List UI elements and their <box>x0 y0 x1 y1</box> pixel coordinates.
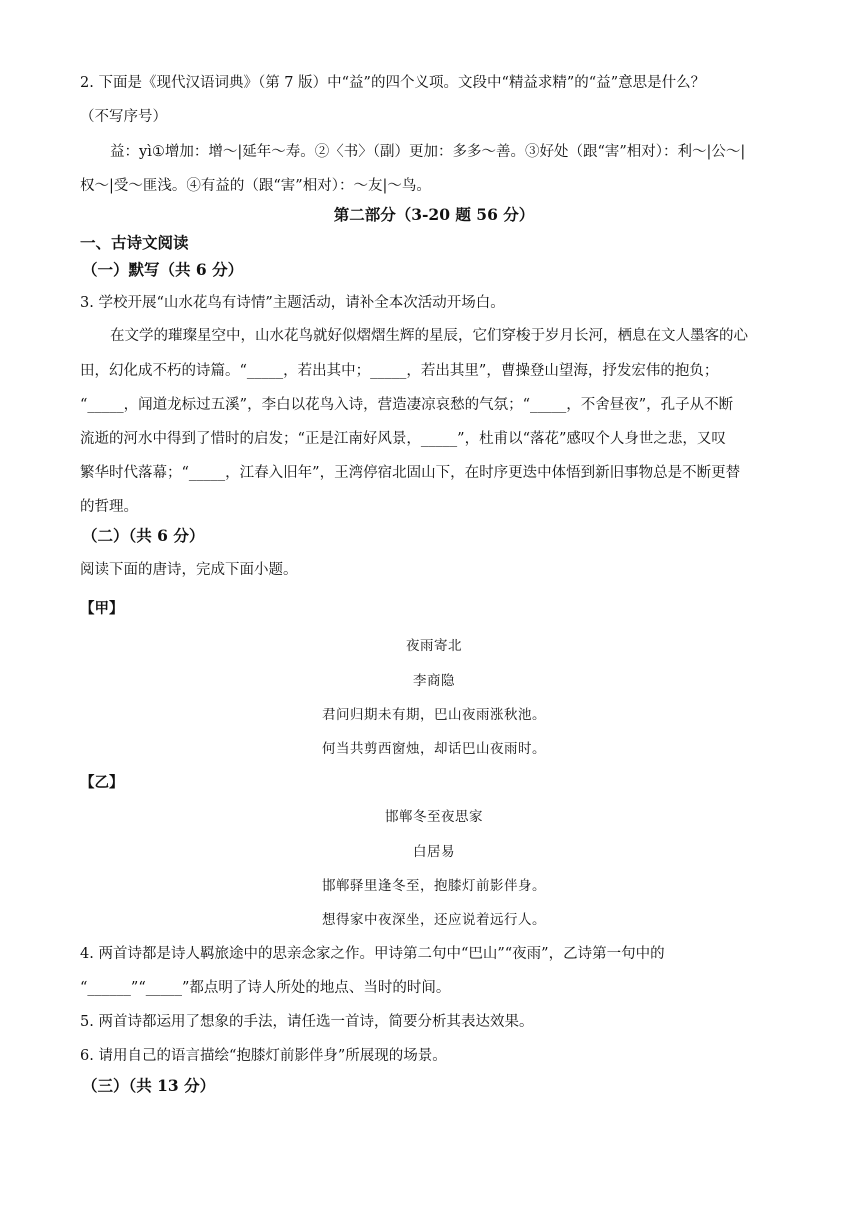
q3-line1: 3. 学校开展“山水花鸟有诗情”主题活动，请补全本次活动开场白。 <box>80 295 505 311</box>
subsection-heading-dictation: （一）默写（共 6 分） <box>82 260 244 279</box>
q3-line6: 繁华时代落幕；“_____，江春入旧年”，王湾停宿北固山下，在时序更迭中体悟到新旧事物总是不断更替 <box>80 465 741 481</box>
q3-line5: 流逝的河水中得到了惜时的启发；“正是江南好风景，_____”，杜甫以“落花”感叹个人身世之悲，又叹 <box>80 431 726 447</box>
section-heading-ancient-poetry: 一、古诗文阅读 <box>80 233 189 252</box>
q4-line1: 4. 两首诗都是诗人羁旅途中的思亲念家之作。甲诗第二句中“巴山”“夜雨”，乙诗第一句中的 <box>80 946 665 962</box>
q3-line2: 在文学的璀璨星空中，山水花鸟就好似熠熠生辉的星辰，它们穿梭于岁月长河，栖息在文人墨客的心 <box>110 328 748 344</box>
poem-yi-line1: 邯郸驿里逢冬至，抱膝灯前影伴身。 <box>322 878 546 894</box>
poem-yi-marker: 【乙】 <box>80 774 124 791</box>
poem-jia-author: 李商隐 <box>413 673 455 689</box>
poem-jia-title: 夜雨寄北 <box>406 638 462 654</box>
poem-jia-line1: 君问归期未有期，巴山夜雨涨秋池。 <box>322 707 546 723</box>
q3-line7: 的哲理。 <box>80 499 138 515</box>
q5: 5. 两首诗都运用了想象的手法，请任选一首诗，简要分析其表达效果。 <box>80 1014 534 1030</box>
q3-line3: 田，幻化成不朽的诗篇。“_____，若出其中；_____，若出其里”，曹操登山望海，抒发宏伟的抱负； <box>80 363 719 379</box>
q6: 6. 请用自己的语言描绘“抱膝灯前影伴身”所展现的场景。 <box>80 1048 447 1064</box>
q3-line4: “_____，闻道龙标过五溪”，李白以花鸟入诗，营造凄凉哀愁的气氛；“_____，不舍昼夜”，孔子从不断 <box>80 397 734 413</box>
q2-definition-line2: 权～|受～匪浅。④有益的（跟“害”相对）：～友|～鸟。 <box>80 178 431 194</box>
q4-line2: “______”“_____”都点明了诗人所处的地点、当时的时间。 <box>80 980 451 996</box>
poem-jia-line2: 何当共剪西窗烛，却话巴山夜雨时。 <box>322 741 546 757</box>
poem-yi-title: 邯郸冬至夜思家 <box>385 809 483 825</box>
poem-yi-author: 白居易 <box>413 844 455 860</box>
q2-line2: （不写序号） <box>80 109 167 125</box>
poem-yi-line2: 想得家中夜深坐，还应说着远行人。 <box>322 912 546 928</box>
q2-line1: 2. 下面是《现代汉语词典》（第 7 版）中“益”的四个义项。文段中“精益求精”的“益”意思是什么？ <box>80 75 706 91</box>
part2-title: 第二部分（3-20 题 56 分） <box>333 205 535 224</box>
q2-definition-line1: 益：yì①增加：增～|延年～寿。②〈书〉（副）更加：多多～善。③好处（跟“害”相对）：利～|公～| <box>110 144 746 160</box>
reading-intro: 阅读下面的唐诗，完成下面小题。 <box>80 562 298 578</box>
subsection-heading-3: （三）（共 13 分） <box>82 1076 216 1095</box>
subsection-heading-2: （二）（共 6 分） <box>82 526 205 545</box>
poem-jia-marker: 【甲】 <box>80 600 124 617</box>
